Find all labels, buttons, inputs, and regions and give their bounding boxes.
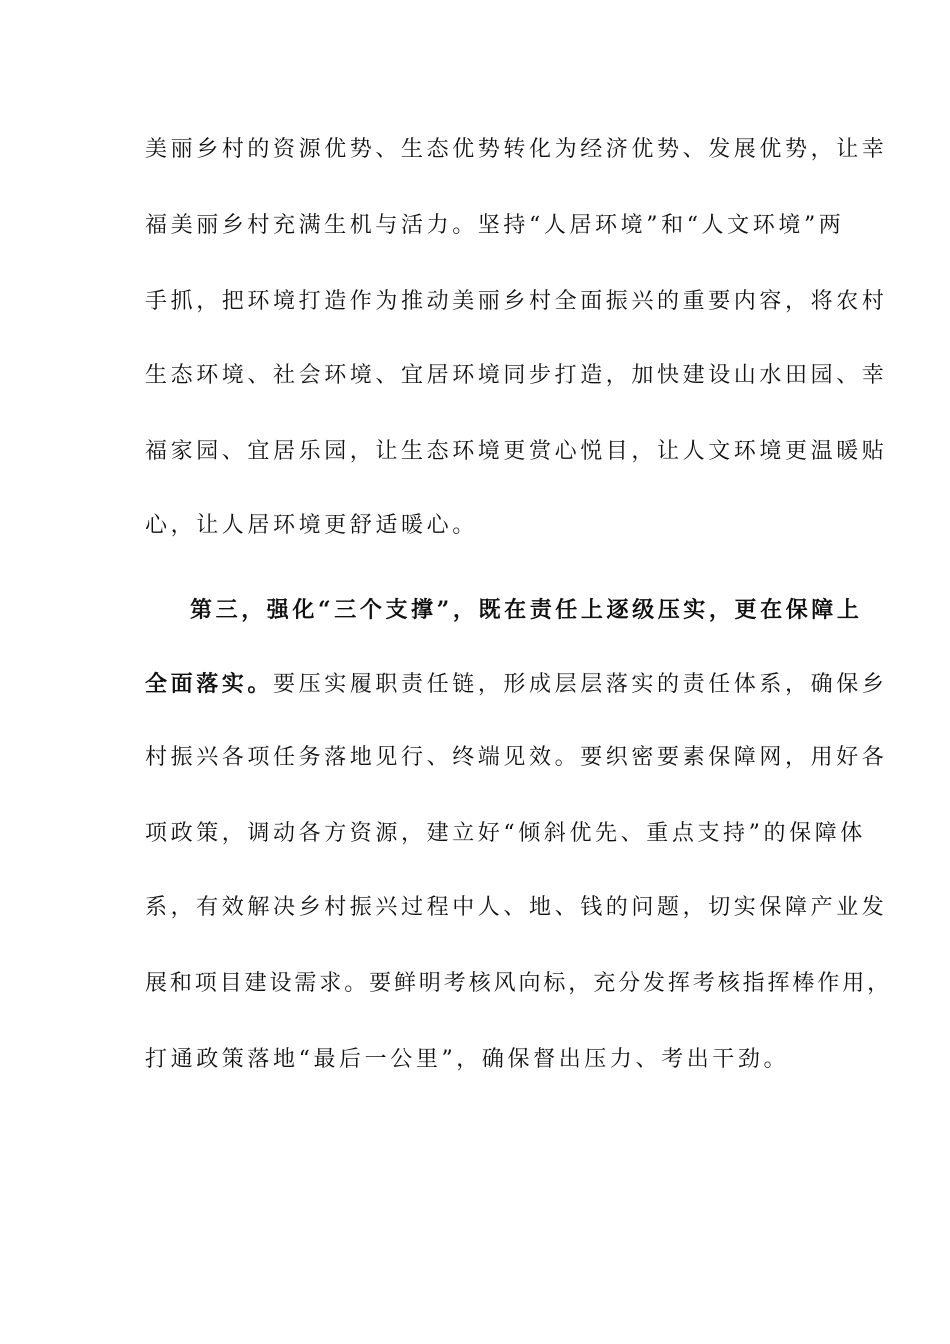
paragraph2-line-7: 打通政策落地“最后一公里”，确保督出压力、考出干劲。 [145, 1047, 790, 1072]
paragraph1-line-5: 福家园、宜居乐园，让生态环境更赏心悦目，让人文环境更温暖贴 [145, 439, 888, 464]
paragraph1-line-1: 美丽乡村的资源优势、生态优势转化为经济优势、发展优势，让幸 [145, 137, 888, 162]
paragraph2-heading-line-1: 第三，强化“三个支撑”，既在责任上逐级压实，更在保障上 [190, 597, 863, 623]
paragraph2-line-2 [145, 664, 888, 704]
paragraph2-line-4: 项政策，调动各方资源，建立好“倾斜优先、重点支持”的保障体 [145, 821, 866, 846]
paragraph1-line-6: 心，让人居环境更舒适暖心。 [145, 513, 478, 538]
paragraph2-line-6: 展和项目建设需求。要鲜明考核风向标，充分发挥考核指挥棒作用， [145, 971, 893, 996]
paragraph2-line-5: 系，有效解决乡村振兴过程中人、地、钱的问题，切实保障产业发 [145, 895, 888, 920]
paragraph2-line-3: 村振兴各项任务落地见行、终端见效。要织密要素保障网，用好各 [145, 745, 888, 770]
paragraph1-line-3: 手抓，把环境打造作为推动美丽乡村全面振兴的重要内容，将农村 [145, 289, 888, 314]
paragraph2-line-2-text: 要压实履职责任链，形成层层落实的责任体系，确保乡 [273, 672, 888, 697]
paragraph2-heading-end: 全面落实。 [145, 671, 274, 697]
paragraph1-line-4: 生态环境、社会环境、宜居环境同步打造，加快建设山水田园、幸 [145, 363, 888, 388]
paragraph1-line-2: 福美丽乡村充满生机与活力。坚持“人居环境”和“人文环境”两 [145, 213, 845, 238]
